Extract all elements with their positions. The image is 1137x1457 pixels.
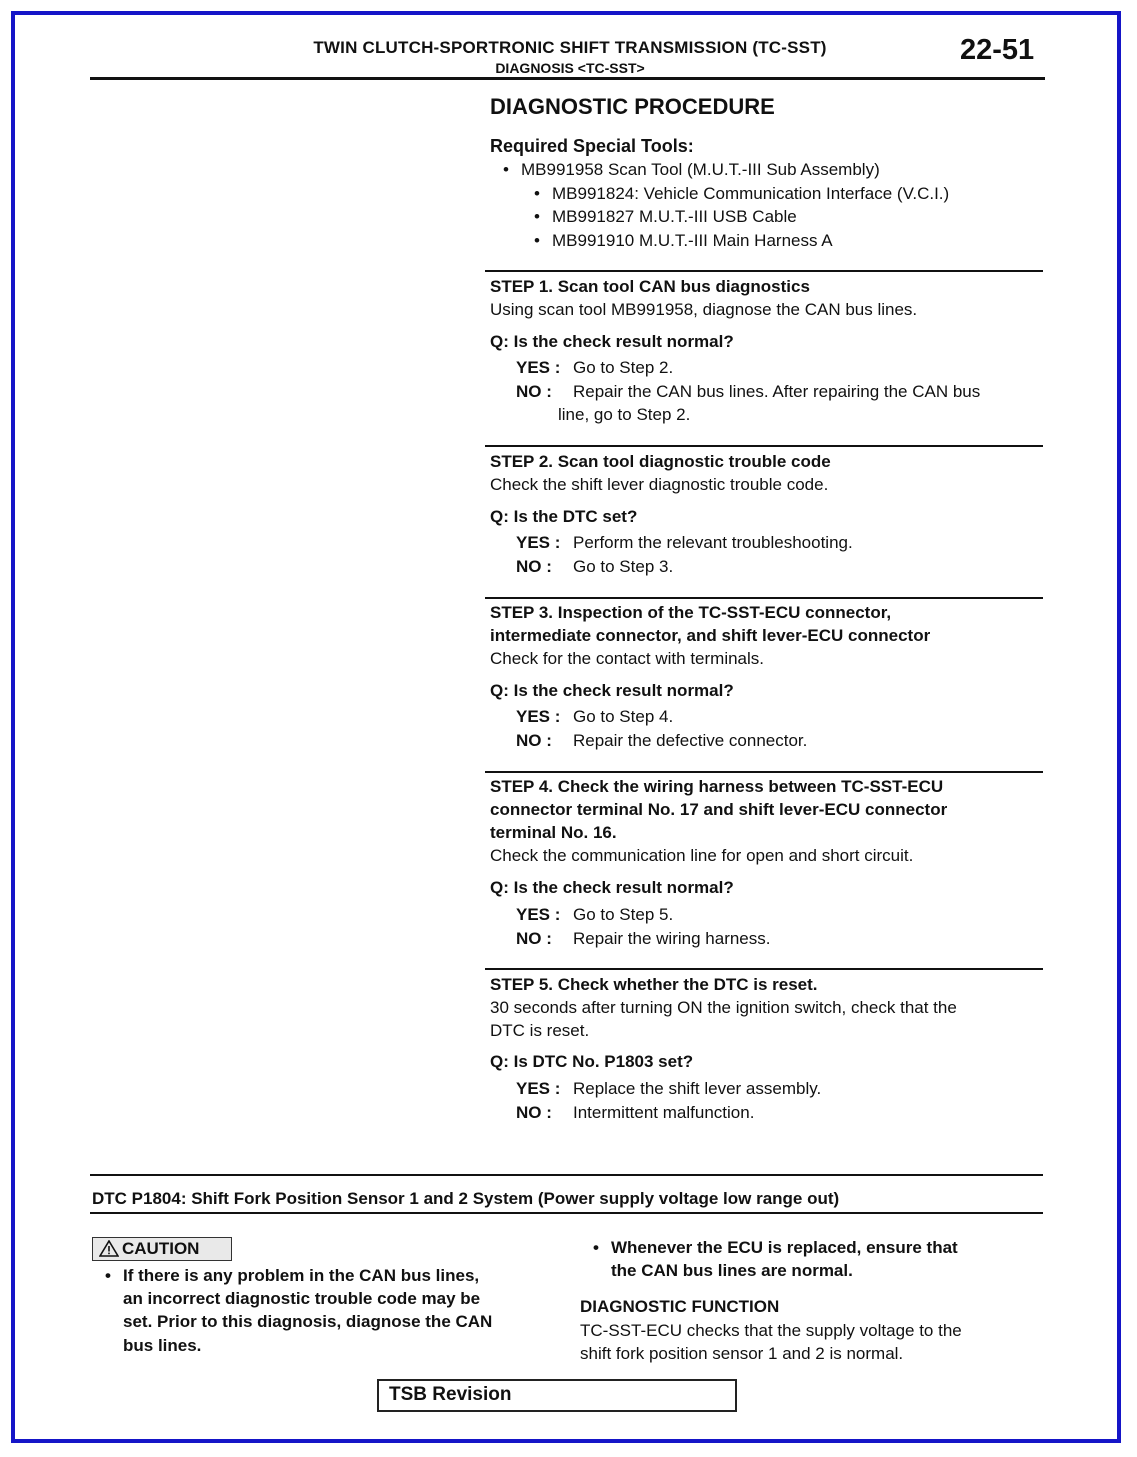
function-text: shift fork position sensor 1 and 2 is normal. (580, 1344, 904, 1363)
no-answer: Go to Step 3. (573, 557, 674, 576)
step-question: Q: Is the check result normal? (490, 878, 734, 897)
step-heading: STEP 3. Inspection of the TC-SST-ECU connector, (490, 603, 892, 622)
tool-item: • MB991958 Scan Tool (M.U.T.-III Sub Assembly) (521, 158, 880, 181)
yes-answer: Go to Step 5. (573, 905, 674, 924)
step-heading: STEP 1. Scan tool CAN bus diagnostics (490, 277, 810, 296)
caution-line: an incorrect diagnostic trouble code may be (123, 1289, 481, 1308)
caution-line: bus lines. (123, 1336, 202, 1355)
dtc-rule-bottom (90, 1212, 1043, 1214)
step-body: Check for the contact with terminals. (490, 649, 765, 668)
no-answer-cont: line, go to Step 2. (558, 405, 691, 424)
step-question: Q: Is DTC No. P1803 set? (490, 1052, 694, 1071)
no-answer: Repair the CAN bus lines. After repairing the CAN bus (573, 382, 981, 401)
no-label: NO : (516, 557, 552, 576)
yes-label: YES : (516, 358, 561, 377)
step-question: Q: Is the check result normal? (490, 332, 734, 351)
step-heading: terminal No. 16. (490, 823, 617, 842)
step-question: Q: Is the DTC set? (490, 507, 638, 526)
tsb-revision-label: TSB Revision (389, 1384, 512, 1405)
dtc-rule-top (90, 1174, 1043, 1176)
no-label: NO : (516, 731, 552, 750)
page-number: 22-51 (960, 34, 1035, 66)
tool-item: • MB991824: Vehicle Communication Interface (V.C.I.) (552, 182, 949, 205)
right-bullet-line: the CAN bus lines are normal. (611, 1261, 853, 1280)
step-body: Using scan tool MB991958, diagnose the CAN bus lines. (490, 300, 918, 319)
tools-heading: Required Special Tools: (490, 136, 694, 156)
tool-item: • MB991827 M.U.T.-III USB Cable (552, 205, 797, 228)
function-text: TC-SST-ECU checks that the supply voltage to the (580, 1321, 962, 1340)
step-heading: connector terminal No. 17 and shift lever-ECU connector (490, 800, 948, 819)
dtc-title: DTC P1804: Shift Fork Position Sensor 1 and 2 System (Power supply voltage low range out) (92, 1189, 840, 1208)
step-heading: STEP 5. Check whether the DTC is reset. (490, 975, 818, 994)
no-label: NO : (516, 382, 552, 401)
procedure-title: DIAGNOSTIC PROCEDURE (490, 94, 775, 119)
tsb-revision-box (377, 1379, 737, 1412)
step-divider (485, 771, 1043, 773)
yes-label: YES : (516, 533, 561, 552)
yes-answer: Replace the shift lever assembly. (573, 1079, 822, 1098)
no-label: NO : (516, 1103, 552, 1122)
step-heading: STEP 4. Check the wiring harness between TC-SST-ECU (490, 777, 944, 796)
step-body: Check the shift lever diagnostic trouble code. (490, 475, 829, 494)
yes-answer: Go to Step 2. (573, 358, 674, 377)
step-divider (485, 270, 1043, 272)
no-answer: Repair the defective connector. (573, 731, 808, 750)
caution-line: • If there is any problem in the CAN bus lines, (123, 1264, 479, 1287)
header-title: TWIN CLUTCH-SPORTRONIC SHIFT TRANSMISSION (TC-SST) (313, 38, 827, 57)
no-label: NO : (516, 929, 552, 948)
caution-line: set. Prior to this diagnosis, diagnose the CAN (123, 1312, 493, 1331)
step-question: Q: Is the check result normal? (490, 681, 734, 700)
yes-answer: Perform the relevant troubleshooting. (573, 533, 853, 552)
header-rule (90, 77, 1045, 80)
warning-triangle-icon (99, 1240, 119, 1257)
yes-label: YES : (516, 1079, 561, 1098)
header-subtitle: DIAGNOSIS <TC-SST> (495, 60, 645, 76)
no-answer: Repair the wiring harness. (573, 929, 771, 948)
step-heading: intermediate connector, and shift lever-ECU connector (490, 626, 931, 645)
right-bullet-line: • Whenever the ECU is replaced, ensure that (611, 1236, 958, 1259)
caution-label (92, 1237, 232, 1261)
yes-answer: Go to Step 4. (573, 707, 674, 726)
step-heading: STEP 2. Scan tool diagnostic trouble code (490, 452, 831, 471)
yes-label: YES : (516, 905, 561, 924)
step-body: 30 seconds after turning ON the ignition switch, check that the (490, 998, 957, 1017)
no-answer: Intermittent malfunction. (573, 1103, 755, 1122)
step-body: DTC is reset. (490, 1021, 590, 1040)
tool-item: • MB991910 M.U.T.-III Main Harness A (552, 229, 833, 252)
step-divider (485, 968, 1043, 970)
step-body: Check the communication line for open and short circuit. (490, 846, 914, 865)
function-heading: DIAGNOSTIC FUNCTION (580, 1297, 780, 1316)
step-divider (485, 597, 1043, 599)
caution-text-label: CAUTION (122, 1239, 200, 1258)
yes-label: YES : (516, 707, 561, 726)
step-divider (485, 445, 1043, 447)
